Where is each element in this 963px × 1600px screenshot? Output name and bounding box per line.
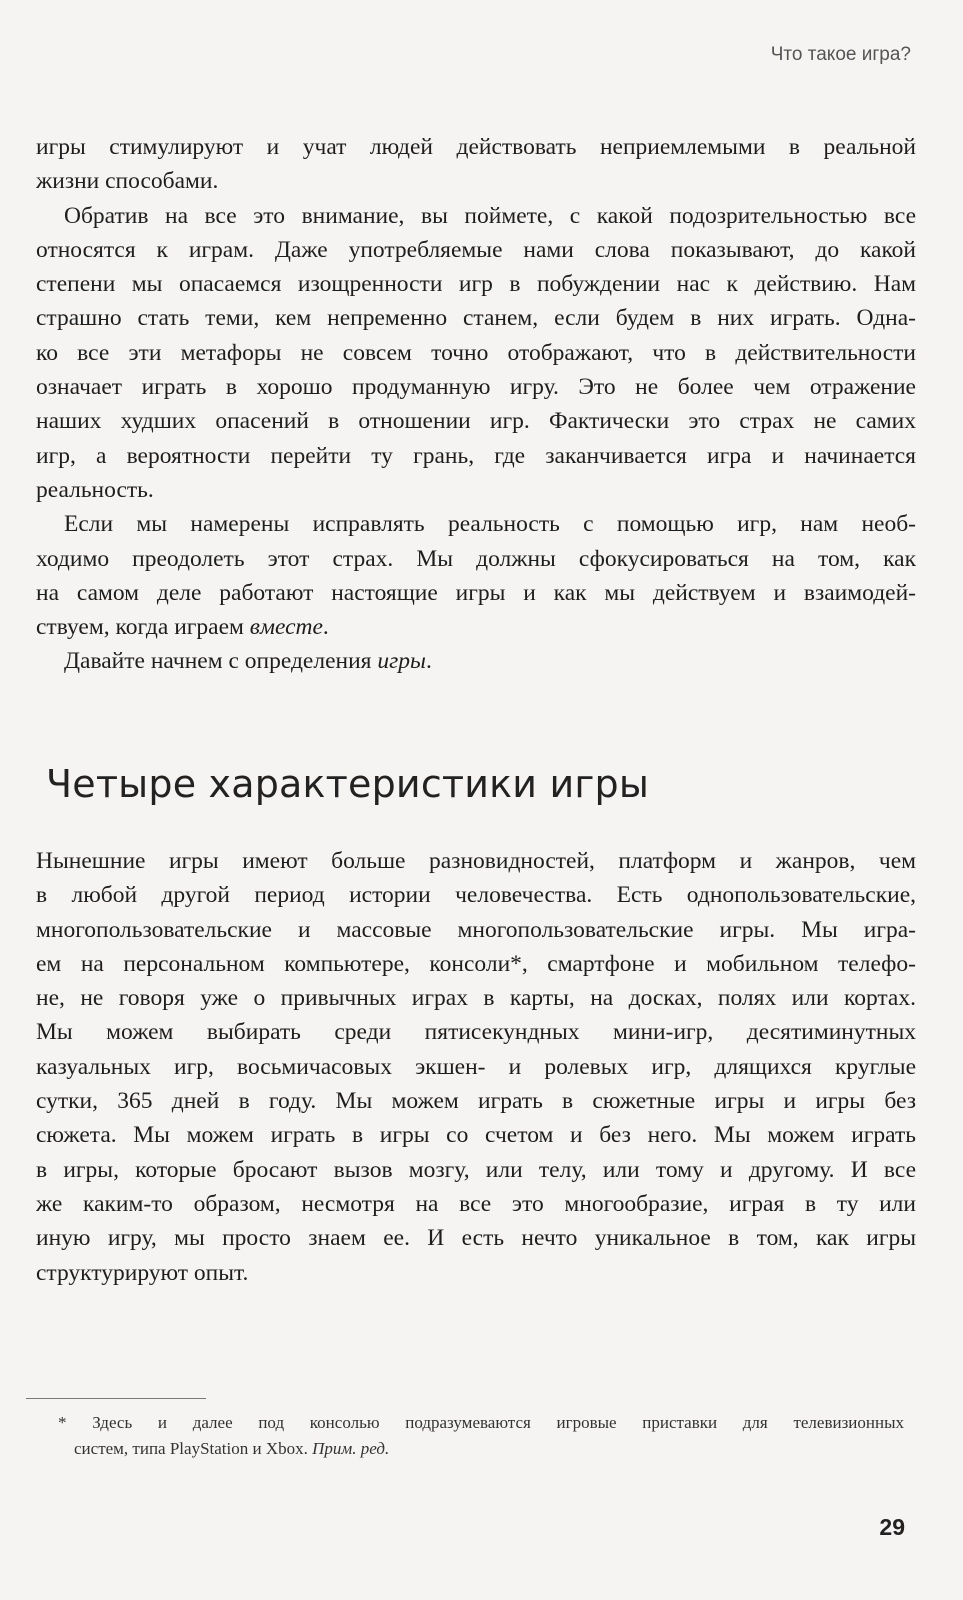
text-span: степени мы опасаемся изощренности игр в побуждении нас к действию. Нам — [36, 271, 916, 298]
text-line — [36, 1050, 916, 1084]
text-line — [36, 130, 916, 164]
footnote-text: систем, типа PlayStation и Xbox. — [74, 1439, 313, 1458]
text-span: ствуем, когда играем — [36, 614, 250, 641]
text-span: Нынешние игры имеют больше разновидностей, платформ и жанров, чем — [36, 848, 916, 874]
text-line — [36, 644, 916, 678]
text-span: сюжета. Мы можем играть в игры со счетом и без него. Мы можем играть — [36, 1122, 916, 1149]
body-text-part2 — [36, 844, 916, 1290]
text-line — [36, 336, 916, 370]
text-line — [36, 1256, 916, 1290]
text-span: ходимо преодолеть этот страх. Мы должны сфокусироваться на том, как — [36, 545, 916, 572]
text-line — [36, 1187, 916, 1221]
text-line — [36, 576, 916, 610]
text-line — [36, 404, 916, 438]
text-line — [36, 610, 916, 644]
text-line — [36, 1015, 916, 1049]
text-span: Обратив на все это внимание, вы поймете, с какой подозрительностью все — [64, 202, 916, 229]
text-span: относятся к играм. Даже употребляемые нами слова показывают, до какой — [36, 236, 916, 263]
text-line — [36, 370, 916, 404]
text-line — [36, 439, 916, 473]
text-line — [36, 199, 916, 233]
emphasis: игры — [377, 648, 426, 675]
punctuation: . — [425, 648, 432, 675]
text-span: Если мы намерены исправлять реальность с помощью игр, нам необ- — [64, 511, 916, 538]
text-span: страшно стать теми, кем непременно станем, если будем в них играть. Одна- — [36, 305, 916, 332]
text-line — [36, 1084, 916, 1118]
page-number: 29 — [879, 1514, 905, 1540]
text-line — [36, 878, 916, 912]
text-line — [36, 301, 916, 335]
text-line — [36, 913, 916, 947]
footnote-line: * Здесь и далее под консолью подразумеваются игровые приставки для телевизионных — [58, 1413, 904, 1432]
text-line — [36, 981, 916, 1015]
text-span: означает играть в хорошо продуманную игру. Это не более чем отражение — [36, 374, 916, 401]
footnote-line — [58, 1436, 904, 1462]
punctuation: . — [322, 614, 329, 641]
emphasis: вместе — [249, 614, 323, 641]
text-span: игры стимулируют и учат людей действовать неприемлемыми в реальной — [36, 134, 916, 160]
text-span: Мы можем выбирать среди пятисекундных мини-игр, десятиминутных — [36, 1019, 916, 1046]
running-head: Что такое игра? — [770, 44, 911, 65]
text-line — [36, 507, 916, 541]
footnote-divider — [26, 1398, 206, 1399]
footnote — [58, 1410, 904, 1462]
text-span: реальность. — [36, 476, 154, 503]
text-span: в игры, которые бросают вызов мозгу, или телу, или тому и другому. И все — [36, 1156, 916, 1183]
text-span: не, не говоря уже о привычных играх в карты, на досках, полях или кортах. — [36, 985, 916, 1012]
text-span: ем на персональном компьютере, консоли*, смартфоне и мобильном телефо- — [36, 950, 916, 977]
text-line — [36, 267, 916, 301]
text-span: наших худших опасений в отношении игр. Фактически это страх не самих — [36, 408, 916, 435]
text-span: казуальных игр, восьмичасовых экшен- и ролевых игр, длящихся круглые — [36, 1053, 916, 1080]
text-span: жизни способами. — [36, 168, 219, 195]
text-span: структурируют опыт. — [36, 1259, 249, 1286]
text-span: на самом деле работают настоящие игры и как мы действуем и взаимодей- — [36, 579, 916, 606]
text-span: игр, а вероятности перейти ту грань, где заканчивается игра и начинается — [36, 442, 916, 469]
body-text-part1 — [36, 130, 916, 679]
text-line — [36, 1118, 916, 1152]
text-span: многопользовательские и массовые многопользовательские игры. Мы игра- — [36, 916, 916, 943]
text-line — [36, 1221, 916, 1255]
text-line — [36, 164, 916, 198]
text-line — [36, 1153, 916, 1187]
text-line — [36, 473, 916, 507]
text-span: ко все эти метафоры не совсем точно отображают, что в действительности — [36, 339, 916, 366]
footnote-editor-note: Прим. ред. — [312, 1439, 390, 1458]
section-heading: Четыре характеристики игры — [46, 762, 650, 806]
text-span: же каким-то образом, несмотря на все это многообразие, играя в ту или — [36, 1190, 916, 1217]
text-line — [36, 542, 916, 576]
text-span: в любой другой период истории человечества. Есть однопользовательские, — [36, 882, 916, 909]
text-line — [36, 947, 916, 981]
text-line — [36, 233, 916, 267]
text-span: иную игру, мы просто знаем ее. И есть нечто уникальное в том, как игры — [36, 1225, 916, 1252]
text-line — [36, 844, 916, 878]
text-span: сутки, 365 дней в году. Мы можем играть в сюжетные игры и игры без — [36, 1088, 916, 1115]
text-span: Давайте начнем с определения — [64, 648, 378, 675]
